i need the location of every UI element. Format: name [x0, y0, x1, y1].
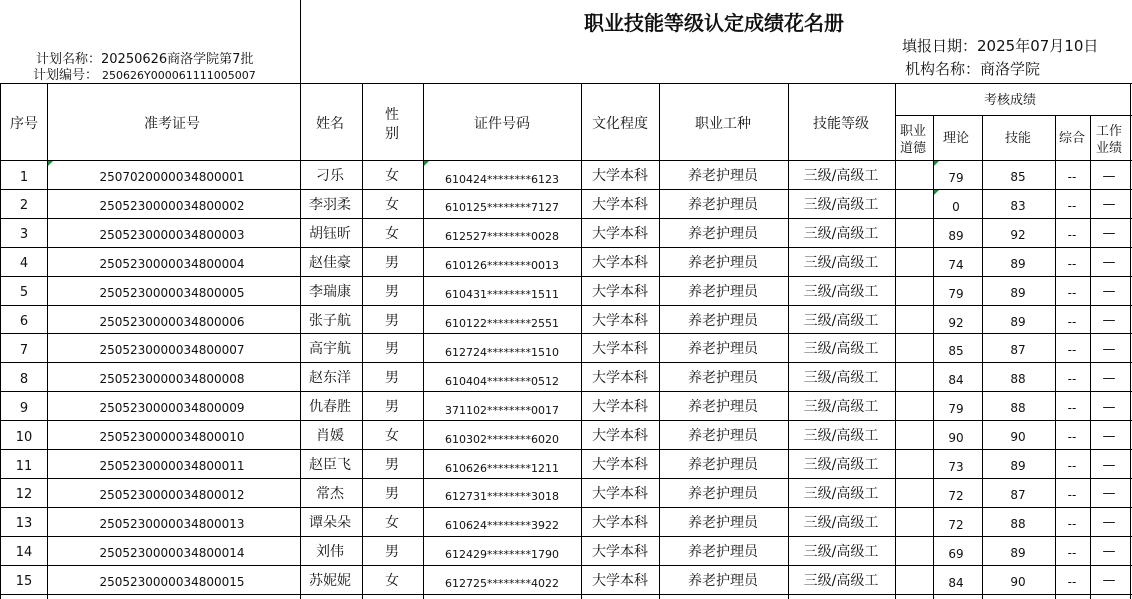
cell-exam-no: 2505230000034800013	[99, 516, 245, 531]
cell-skill: 88	[1010, 372, 1026, 387]
cell-name: 肖媛	[316, 428, 344, 445]
header-education: 文化程度	[592, 116, 648, 132]
cell-theory: 79	[948, 286, 964, 301]
cell-theory: 72	[948, 517, 964, 532]
cell-name: 苏妮妮	[309, 572, 351, 589]
cell-overall: --	[1067, 227, 1077, 242]
cell-overall: --	[1067, 574, 1077, 589]
cell-overall: --	[1067, 401, 1077, 416]
fill-date	[902, 39, 1098, 54]
cell-gender: 女	[385, 572, 399, 589]
cell-id-no: 612527********0028	[445, 230, 559, 244]
cell-theory: 89	[948, 228, 964, 243]
header-name: 姓名	[316, 116, 344, 132]
cell-skill: 88	[1010, 401, 1026, 416]
header-job: 职业工种	[695, 116, 751, 132]
cell-skill: 90	[1010, 574, 1026, 589]
cell-seq: 7	[19, 342, 29, 358]
cell-gender: 男	[385, 485, 399, 502]
grid-line-h	[0, 449, 1132, 450]
cell-id-no: 610626********1211	[445, 461, 559, 475]
cell-job: 养老护理员	[688, 283, 758, 300]
grid-line-h	[0, 420, 1132, 421]
cell-job: 养老护理员	[688, 485, 758, 502]
fill-date-value: 2025年07月10日	[977, 37, 1099, 55]
cell-gender: 男	[385, 457, 399, 473]
cell-level: 三级/高级工	[803, 572, 879, 589]
header-exam-no: 准考证号	[144, 116, 200, 132]
cell-id-no: 610624********3922	[445, 519, 559, 533]
cell-skill: 87	[1010, 343, 1026, 358]
cell-theory: 79	[948, 402, 964, 417]
cell-work: —	[1102, 341, 1116, 357]
plan-code-label: 计划编号：	[33, 68, 99, 83]
cell-overall: --	[1067, 285, 1077, 300]
cell-gender: 男	[385, 283, 399, 300]
cell-overall: --	[1067, 430, 1077, 445]
cell-overall: --	[1067, 198, 1077, 213]
cell-job: 养老护理员	[688, 370, 758, 387]
cell-education: 大学本科	[592, 196, 648, 213]
cell-exam-no: 2505230000034800003	[99, 227, 245, 242]
grid-line-v	[362, 83, 363, 599]
cell-id-no: 612429********1790	[445, 548, 559, 562]
cell-gender: 女	[385, 514, 399, 531]
grid-line-v	[933, 115, 934, 599]
cell-job: 养老护理员	[688, 457, 758, 473]
cell-theory: 73	[948, 460, 964, 474]
cell-skill: 89	[1010, 459, 1026, 473]
cell-id-no: 610302********6020	[445, 432, 559, 446]
cell-education: 大学本科	[592, 543, 648, 560]
cell-education: 大学本科	[592, 312, 648, 329]
cell-name: 赵佳豪	[309, 254, 351, 271]
grid-line-h	[0, 160, 1132, 161]
cell-id-no: 371102********0017	[445, 403, 559, 417]
grid-line-h	[0, 276, 1132, 277]
cell-name: 胡钰昕	[309, 225, 351, 242]
cell-level: 三级/高级工	[803, 399, 879, 416]
header-seq: 序号	[10, 116, 38, 132]
cell-marker	[934, 161, 939, 166]
header-theory: 理论	[942, 131, 970, 146]
header-ethics: 职业道德	[899, 124, 926, 156]
cell-level: 三级/高级工	[803, 428, 879, 445]
cell-gender: 男	[385, 399, 399, 416]
cell-level: 三级/高级工	[803, 312, 879, 329]
cell-exam-no: 2505230000034800009	[99, 401, 245, 416]
cell-theory: 92	[948, 315, 964, 330]
cell-job: 养老护理员	[688, 312, 758, 329]
header-gender: 性别	[385, 107, 399, 142]
header-overall: 综合	[1058, 131, 1086, 146]
cell-gender: 男	[385, 341, 399, 358]
grid-line-v	[300, 0, 301, 83]
cell-seq: 11	[15, 458, 33, 474]
plan-name-value: 20250626商洛学院第7批	[101, 52, 254, 67]
cell-id-no: 610404********0512	[445, 374, 559, 388]
cell-education: 大学本科	[592, 168, 648, 184]
cell-marker	[48, 161, 53, 166]
grid-line-h	[0, 247, 1132, 248]
fill-date-label: 填报日期：	[902, 37, 978, 55]
cell-seq: 8	[19, 371, 29, 387]
grid-line-h	[0, 362, 1132, 363]
cell-seq: 5	[19, 285, 29, 301]
cell-id-no: 612731********3018	[445, 490, 559, 504]
cell-level: 三级/高级工	[803, 370, 879, 387]
cell-education: 大学本科	[592, 514, 648, 531]
cell-seq: 4	[19, 256, 29, 272]
cell-seq: 13	[15, 516, 33, 532]
cell-job: 养老护理员	[688, 168, 758, 184]
page-title: 职业技能等级认定成绩花名册	[584, 11, 844, 35]
header-id-no: 证件号码	[474, 116, 530, 132]
cell-skill: 89	[1010, 314, 1026, 329]
cell-work: —	[1102, 428, 1116, 444]
cell-work: —	[1102, 457, 1116, 473]
cell-level: 三级/高级工	[803, 485, 879, 502]
grid-line-h	[0, 478, 1132, 479]
grid-line-v	[300, 83, 301, 599]
grid-line-v	[1055, 115, 1056, 599]
cell-exam-no: 2505230000034800011	[99, 459, 245, 473]
cell-id-no: 612725********4022	[445, 577, 559, 591]
cell-seq: 3	[19, 227, 29, 243]
plan-name-label: 计划名称：	[36, 52, 102, 67]
cell-name: 李羽柔	[309, 196, 351, 213]
grid-line-v	[0, 83, 1, 599]
grid-line-v	[982, 115, 983, 599]
cell-name: 谭朵朵	[309, 514, 351, 531]
cell-level: 三级/高级工	[803, 225, 879, 242]
cell-name: 张子航	[309, 312, 351, 329]
cell-skill: 87	[1010, 487, 1026, 502]
cell-exam-no: 2505230000034800007	[99, 343, 245, 358]
cell-skill: 89	[1010, 285, 1026, 300]
cell-overall: --	[1067, 487, 1077, 502]
grid-line-h	[0, 83, 1132, 84]
cell-level: 三级/高级工	[803, 543, 879, 560]
cell-theory: 74	[948, 257, 964, 272]
grid-line-h	[0, 305, 1132, 306]
cell-education: 大学本科	[592, 254, 648, 271]
cell-skill: 85	[1010, 170, 1026, 184]
cell-overall: --	[1067, 545, 1077, 560]
grid-line-v	[1090, 115, 1091, 599]
cell-id-no: 610431********1511	[445, 288, 559, 302]
grid-line-h	[0, 333, 1132, 334]
cell-overall: --	[1067, 516, 1077, 531]
header-scores: 考核成绩	[983, 93, 1037, 108]
cell-skill: 92	[1010, 227, 1026, 242]
cell-exam-no: 2505230000034800002	[99, 198, 245, 213]
grid-line-h	[896, 115, 1132, 116]
cell-level: 三级/高级工	[803, 254, 879, 271]
grid-line-h	[0, 594, 1132, 595]
cell-exam-no: 2505230000034800004	[99, 256, 245, 271]
cell-exam-no: 2505230000034800010	[99, 430, 245, 445]
cell-marker	[424, 161, 429, 166]
cell-level: 三级/高级工	[803, 341, 879, 358]
cell-job: 养老护理员	[688, 543, 758, 560]
cell-job: 养老护理员	[688, 254, 758, 271]
cell-seq: 9	[19, 400, 29, 416]
cell-overall: --	[1067, 170, 1077, 184]
cell-gender: 女	[385, 196, 399, 213]
cell-marker	[934, 190, 939, 195]
cell-gender: 男	[385, 254, 399, 271]
cell-exam-no: 2505230000034800014	[99, 545, 245, 560]
cell-skill: 89	[1010, 256, 1026, 271]
cell-work: —	[1102, 168, 1116, 184]
cell-level: 三级/高级工	[803, 283, 879, 300]
plan-name	[36, 53, 253, 66]
cell-work: —	[1102, 486, 1116, 502]
cell-theory: 84	[948, 373, 964, 388]
cell-education: 大学本科	[592, 428, 648, 445]
cell-theory: 69	[948, 546, 964, 561]
cell-overall: --	[1067, 256, 1077, 271]
cell-job: 养老护理员	[688, 196, 758, 213]
cell-gender: 女	[385, 225, 399, 242]
cell-skill: 90	[1010, 430, 1026, 445]
cell-name: 高宇航	[309, 341, 351, 358]
cell-id-no: 610126********0013	[445, 259, 559, 273]
cell-seq: 12	[15, 487, 33, 503]
cell-seq: 1	[19, 169, 29, 185]
cell-id-no: 610122********2551	[445, 317, 559, 330]
cell-name: 李瑞康	[309, 283, 351, 300]
cell-work: —	[1102, 399, 1116, 415]
cell-work: —	[1102, 370, 1116, 386]
grid-line-h	[0, 565, 1132, 566]
header-work: 工作业绩	[1095, 124, 1122, 156]
cell-exam-no: 2505230000034800008	[99, 372, 245, 387]
cell-work: —	[1102, 226, 1116, 242]
cell-education: 大学本科	[592, 457, 648, 473]
cell-job: 养老护理员	[688, 225, 758, 242]
cell-skill: 89	[1010, 545, 1026, 560]
cell-level: 三级/高级工	[803, 196, 879, 213]
grid-line-h	[0, 218, 1132, 219]
cell-job: 养老护理员	[688, 572, 758, 589]
cell-education: 大学本科	[592, 370, 648, 387]
cell-level: 三级/高级工	[803, 168, 879, 184]
cell-job: 养老护理员	[688, 399, 758, 416]
cell-seq: 2	[19, 198, 29, 214]
cell-education: 大学本科	[592, 399, 648, 416]
grid-line-h	[0, 507, 1132, 508]
cell-theory: 85	[948, 344, 964, 359]
cell-exam-no: 2505230000034800015	[99, 574, 245, 589]
grid-line-v	[788, 83, 789, 599]
grid-line-h	[0, 189, 1132, 190]
cell-seq: 6	[19, 314, 29, 329]
cell-education: 大学本科	[592, 485, 648, 502]
grid-line-v	[895, 83, 896, 599]
cell-education: 大学本科	[592, 341, 648, 358]
header-level: 技能等级	[813, 116, 869, 132]
cell-name: 刘伟	[316, 543, 344, 560]
cell-gender: 男	[385, 312, 399, 329]
grid-line-v	[659, 83, 660, 599]
cell-level: 三级/高级工	[803, 514, 879, 531]
cell-overall: --	[1067, 459, 1077, 473]
cell-gender: 男	[385, 370, 399, 387]
cell-job: 养老护理员	[688, 428, 758, 445]
cell-overall: --	[1067, 372, 1077, 387]
cell-name: 仇春胜	[309, 399, 351, 416]
cell-work: —	[1102, 573, 1116, 589]
cell-exam-no: 2505230000034800012	[99, 487, 245, 502]
cell-job: 养老护理员	[688, 341, 758, 358]
cell-seq: 10	[15, 429, 33, 445]
cell-id-no: 610424********6123	[445, 172, 559, 186]
org-label: 机构名称：	[905, 60, 981, 78]
cell-exam-no: 2505230000034800005	[99, 285, 245, 300]
cell-skill: 83	[1010, 198, 1026, 213]
cell-work: —	[1102, 255, 1116, 271]
plan-code-value: 250626Y000061111005007	[102, 69, 256, 82]
cell-exam-no: 2507020000034800001	[99, 170, 245, 184]
cell-gender: 男	[385, 543, 399, 560]
cell-name: 常杰	[316, 485, 344, 502]
cell-gender: 女	[385, 168, 399, 184]
plan-code	[33, 69, 256, 82]
cell-level: 三级/高级工	[803, 457, 879, 473]
cell-work: —	[1102, 313, 1116, 328]
grid-line-h	[0, 536, 1132, 537]
cell-skill: 88	[1010, 516, 1026, 531]
cell-seq: 15	[15, 574, 33, 590]
cell-theory: 90	[948, 431, 964, 446]
grid-line-v	[581, 83, 582, 599]
grid-line-v	[1130, 83, 1131, 599]
grid-line-h	[0, 391, 1132, 392]
cell-overall: --	[1067, 343, 1077, 358]
cell-gender: 女	[385, 428, 399, 445]
org-value: 商洛学院	[980, 60, 1041, 78]
cell-theory: 72	[948, 488, 964, 503]
cell-name: 赵东洋	[309, 370, 351, 387]
cell-seq: 14	[15, 545, 33, 561]
cell-id-no: 610125********7127	[445, 201, 559, 215]
cell-name: 赵臣飞	[309, 457, 351, 473]
org-name	[905, 62, 1040, 77]
cell-job: 养老护理员	[688, 514, 758, 531]
header-skill: 技能	[1004, 131, 1032, 146]
cell-education: 大学本科	[592, 225, 648, 242]
cell-education: 大学本科	[592, 572, 648, 589]
cell-work: —	[1102, 544, 1116, 560]
cell-id-no: 612724********1510	[445, 345, 559, 359]
cell-work: —	[1102, 515, 1116, 531]
cell-exam-no: 2505230000034800006	[99, 314, 245, 329]
cell-work: —	[1102, 197, 1116, 213]
cell-theory: 0	[952, 199, 960, 214]
cell-name: 刁乐	[316, 168, 344, 184]
cell-overall: --	[1067, 314, 1077, 329]
cell-theory: 84	[948, 575, 964, 590]
cell-theory: 79	[948, 171, 964, 185]
cell-work: —	[1102, 284, 1116, 300]
cell-education: 大学本科	[592, 283, 648, 300]
